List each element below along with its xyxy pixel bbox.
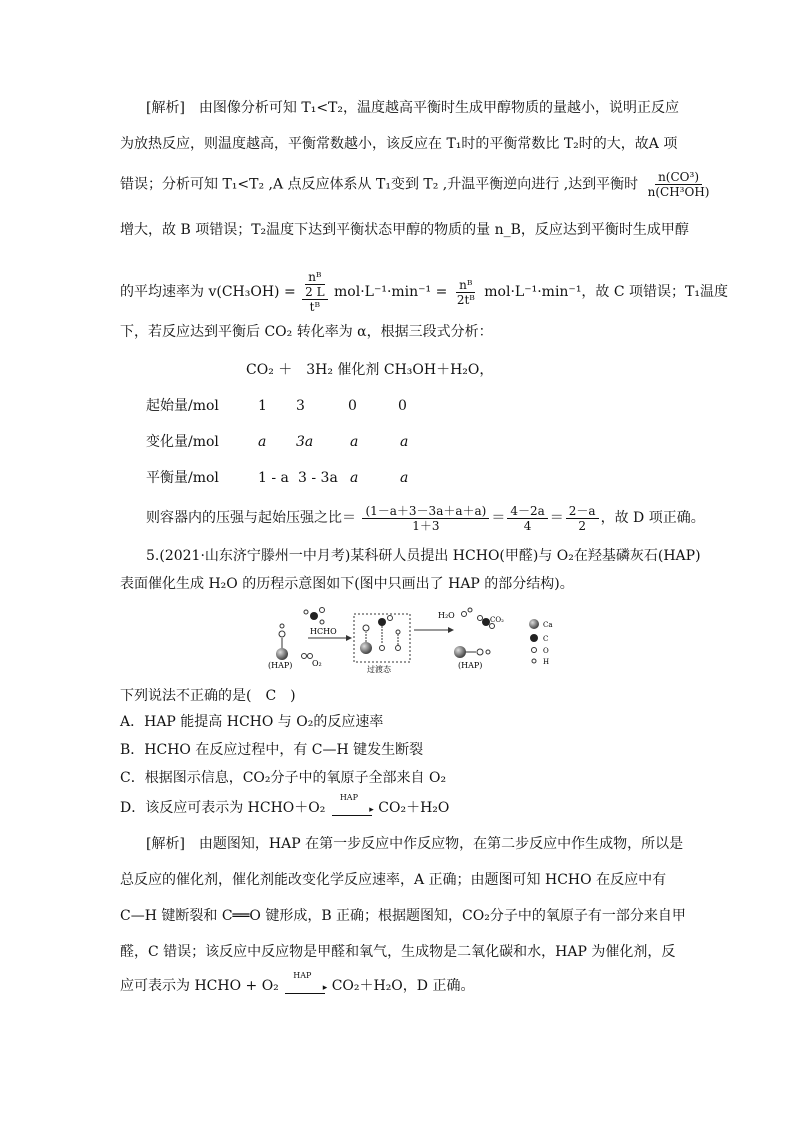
o-atom [320,608,325,613]
rate-unit-2: mol·L⁻¹·min⁻¹，故 C 项错误；T₁温度 [484,284,728,300]
legend-h-label: H [543,658,550,666]
h-atom [396,630,400,634]
catalyst-label: HAP [339,792,358,802]
ratio-den-2: 4 [523,518,532,533]
hap-label-1: (HAP) [268,661,293,670]
row-cell: 3 [296,398,305,414]
legend-c-symbol [530,634,538,642]
compound-fraction-top [302,270,327,300]
pressure-ratio-line: 则容器内的压强与起始压强之比＝ $\frac{(1-a+3-3a+a+a)}{1+3}$ ＝ $\frac{4-2a}{4}$ ＝ $\frac{2-a}{2}$ ，故 D 项正确。 [146,503,705,533]
row-cell: 1 - a [258,470,289,486]
analysis2-line5-text: 应可表示为 HCHO + O₂ [120,978,279,994]
reaction-mechanism-figure [262,604,562,680]
analysis1-line3 [120,170,710,199]
row-cell: a [258,434,267,450]
c-atom [310,612,318,620]
ratio-suffix: ，故 D 项正确。 [600,510,705,526]
ratio-prefix: 则容器内的压强与起始压强之比＝ [146,510,356,526]
ratio-fraction-2 [507,504,547,533]
hcho-label: HCHO [310,627,337,636]
legend-ca-label: Ca [543,621,553,629]
ratio-den-1: 1＋3 [412,518,440,533]
option-d [120,792,680,818]
ca-atom [454,646,466,658]
ratio-fraction [645,170,713,199]
h-atom [486,650,490,654]
analysis1-line3-text: 错误；分析可知 T₁<T₂ ,A 点反应体系从 T₁变到 T₂ ,升温平衡逆向进行 ,达到平衡时 [120,176,639,193]
h2o-label: H₂O [438,611,455,620]
analysis1-line2: 为放热反应，则温度越高，平衡常数越小，该反应在 T₁时的平衡常数比 T₂时的大，故A 项 [120,136,678,152]
o-atom [302,654,307,659]
row-cell: a [400,434,409,450]
row-cell: 0 [398,398,407,414]
o-atom [462,612,467,617]
simplified-fraction [454,278,478,307]
analysis1-line4: 增大，故 B 项错误；T₂温度下达到平衡状态甲醇的物质的量 n_B，反应达到平衡时生成甲醇 [120,222,689,238]
hap-label-2: (HAP) [458,661,483,670]
analysis1-line1: [解析] 由图像分析可知 T₁<T₂，温度越高平衡时生成甲醇物质的量越小，说明正反应 [146,100,680,116]
h-atom [320,620,324,624]
fraction-numerator: n(CO³) [655,170,702,185]
h-atom [280,624,284,628]
legend-ca-symbol [529,619,539,629]
catalyst-arrow-2: HAP ▸ [285,979,325,994]
reaction-equation: CO₂ ＋ 3H₂ 催化剂 CH₃OH＋H₂O， [246,362,494,378]
o2-label: O₂ [312,659,322,668]
o-atom [396,646,401,651]
row-cell: a [400,470,409,486]
legend-c-label: C [543,635,549,643]
o-atom [279,631,285,637]
row-cell: 0 [348,398,357,414]
question-prompt: 下列说法不正确的是( C ) [120,688,296,704]
row-cell: 1 [258,398,267,414]
ratio-fraction-1 [362,504,489,533]
inner-numerator: nᴮ [305,270,324,285]
row-cell: a [350,434,359,450]
h-atom [304,610,308,614]
ratio-num-1: (1－a＋3－3a＋a＋a) [362,504,489,519]
ratio-fraction-3 [566,504,599,533]
option-d-text: D．该反应可表示为 HCHO＋O₂ [120,800,326,816]
transition-label: 过渡态 [367,665,391,674]
fraction-denominator: n(CH³OH) [647,185,710,199]
option-d-products: CO₂＋H₂O [378,800,450,816]
legend-o-symbol [532,648,537,653]
o-atom [490,624,495,629]
compound-fraction [302,270,327,314]
analysis1-line6: 下，若反应达到平衡后 CO₂ 转化率为 α，根据三段式分析： [120,324,493,340]
row-cell: 3 - 3a [298,470,338,486]
row-cell: a [350,470,359,486]
c-atom [482,618,490,626]
h-atom [468,608,472,612]
table-row [146,396,546,416]
row-label: 平衡量/mol [146,470,219,486]
analysis1-line5 [120,266,728,318]
analysis2-line5 [120,970,680,996]
rate-unit-1: mol·L⁻¹·min⁻¹ = [334,284,448,300]
row-label: 变化量/mol [146,434,219,450]
question-line1: 5.(2021·山东济宁滕州一中月考)某科研人员提出 HCHO(甲醛)与 O₂在羟基磷灰石(HAP) [146,548,701,564]
simplified-denominator: 2tᴮ [456,292,475,307]
o-atom [380,646,385,651]
o-atom [363,625,369,631]
ratio-num-2: 4－2a [507,504,547,519]
option-c: C．根据图示信息，CO₂分子中的氧原子全部来自 O₂ [120,770,447,786]
table-row [146,432,546,452]
o-atom [477,649,483,655]
table-row [146,468,546,488]
row-label: 起始量/mol [146,398,219,414]
catalyst-arrow: HAP ▸ [332,801,372,816]
analysis2-line1: [解析] 由题图知，HAP 在第一步反应中作反应物，在第二步反应中作生成物，所以是 [146,836,684,852]
catalyst-label-2: HAP [293,970,312,980]
analysis2-line2: 总反应的催化剂，催化剂能改变化学反应速率，A 正确；由题图可知 HCHO 在反应中有 [120,872,667,888]
ratio-den-3: 2 [578,518,586,533]
o-atom [478,616,483,621]
ratio-num-3: 2－a [566,504,599,519]
rate-label: 的平均速率为 v(CH₃OH) = [120,284,296,300]
ca-atom [360,642,372,654]
legend-o-label: O [543,647,549,655]
option-b: B．HCHO 在反应过程中，有 C—H 键发生断裂 [120,742,424,758]
simplified-numerator: nᴮ [456,278,475,293]
c-atom [378,618,386,626]
option-a: A．HAP 能提高 HCHO 与 O₂的反应速率 [120,714,384,730]
inner-denominator: 2 L [305,285,325,299]
outer-denominator: tᴮ [309,300,321,314]
analysis2-line5-products: CO₂＋H₂O，D 正确。 [331,978,475,994]
ca-atom [276,648,288,660]
legend-h-symbol [532,659,536,663]
o-atom [388,616,393,621]
row-cell: 3a [296,434,314,450]
analysis2-line3: C—H 键断裂和 C══O 键形成，B 正确；根据题图知，CO₂分子中的氧原子有一部分来自甲 [120,908,686,924]
o-atom [308,654,313,659]
analysis2-line4: 醛，C 错误；该反应中反应物是甲醛和氧气，生成物是二氧化碳和水，HAP 为催化剂，反 [120,944,676,960]
question-line2: 表面催化生成 H₂O 的历程示意图如下(图中只画出了 HAP 的部分结构)。 [120,576,574,592]
co2-label: CO₂ [490,616,504,624]
